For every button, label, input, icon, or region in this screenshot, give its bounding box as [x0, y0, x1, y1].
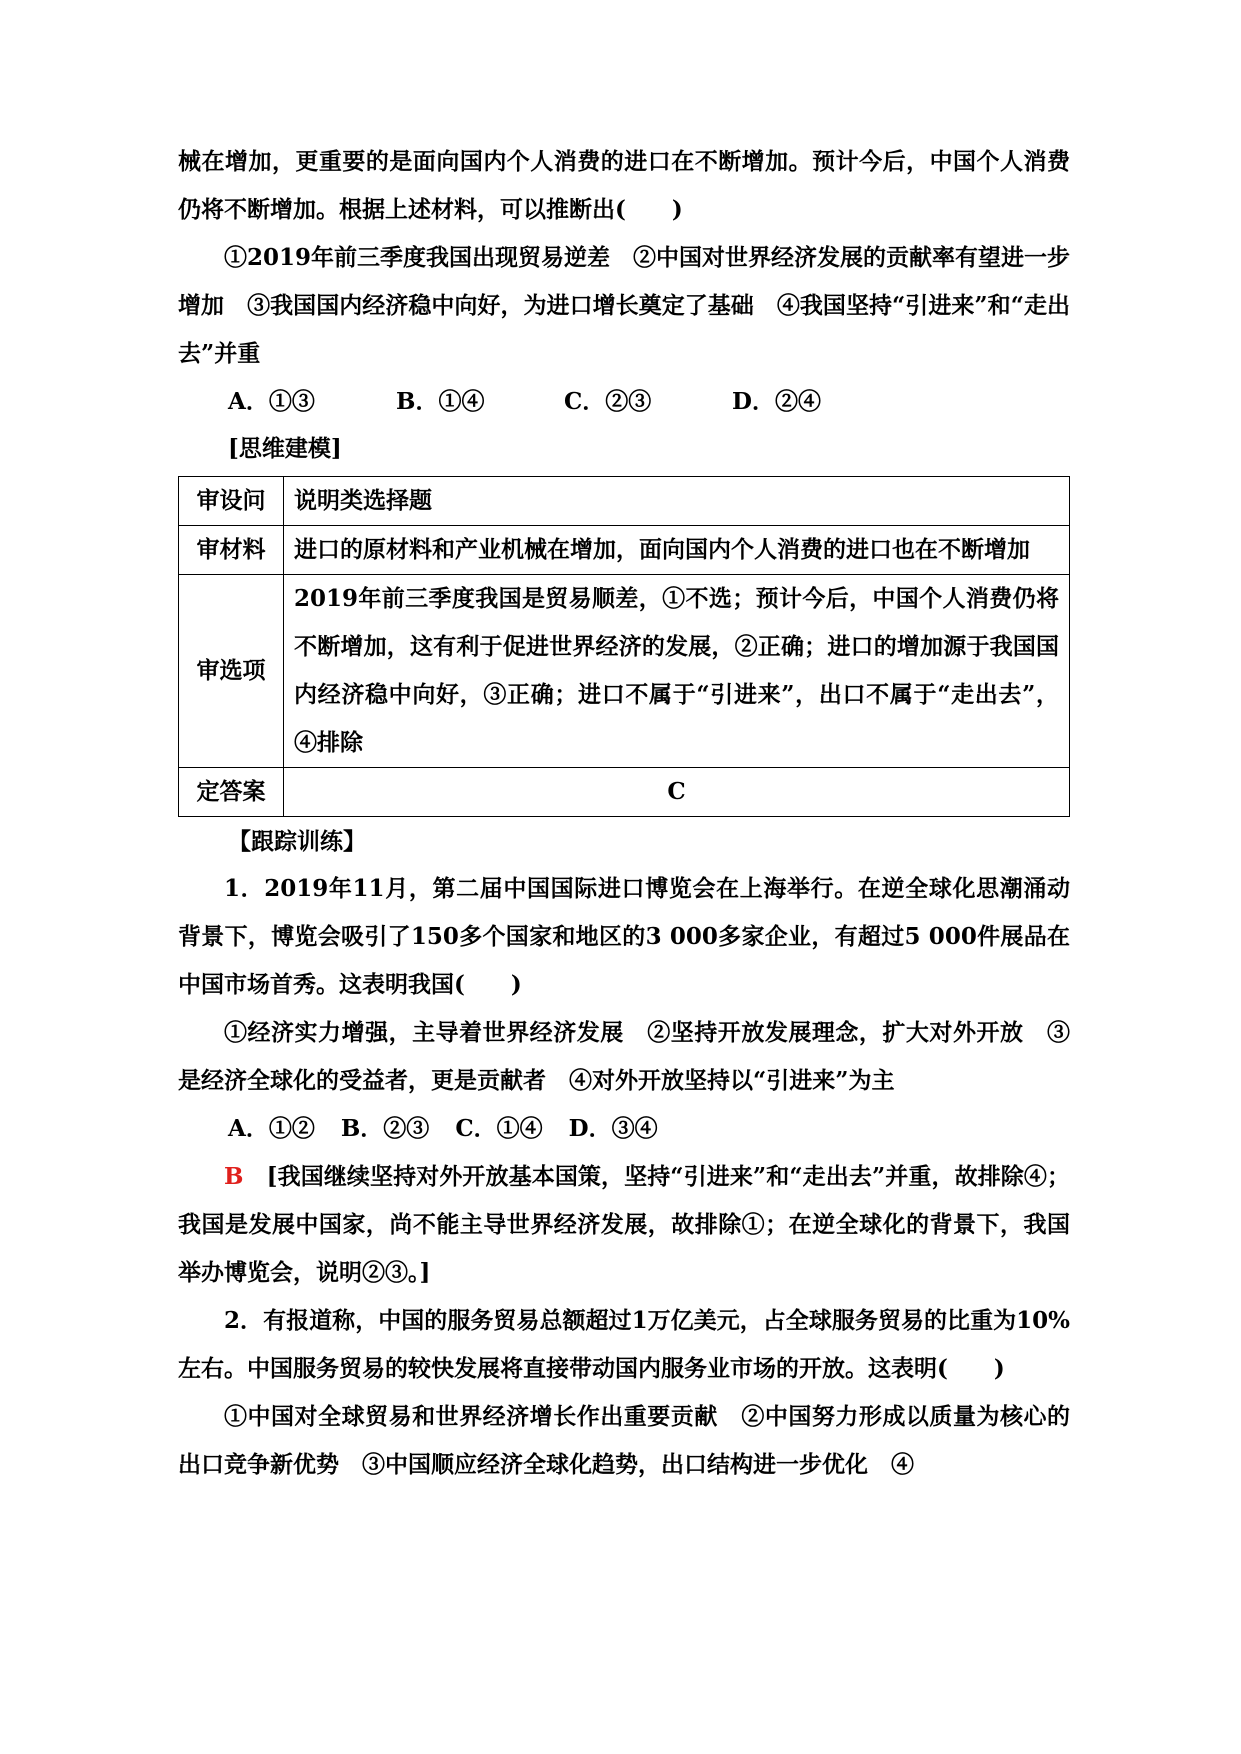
row-value: 进口的原材料和产业机械在增加，面向国内个人消费的进口也在不断增加	[284, 526, 1070, 575]
table-row	[179, 575, 1070, 768]
q1-option-b: B．②③	[340, 1115, 430, 1142]
q2-stem: 2．有报道称，中国的服务贸易总额超过1万亿美元，占全球服务贸易的比重为10%左右。中国服务贸易的较快发展将直接带动国内服务业市场的开放。这表明( )	[178, 1307, 1070, 1382]
table-row	[179, 768, 1070, 817]
q2-statements: ①中国对全球贸易和世界经济增长作出重要贡献 ②中国努力形成以质量为核心的出口竞争新优势 ③中国顺应经济全球化趋势，出口结构进一步优化 ④	[178, 1403, 1070, 1478]
q1-statements: ①经济实力增强，主导着世界经济发展 ②坚持开放发展理念，扩大对外开放 ③是经济全球化的受益者，更是贡献者 ④对外开放坚持以“引进来”为主	[178, 1019, 1070, 1094]
q1-answer-letter: B	[224, 1163, 244, 1190]
q1-stem: 1．2019年11月，第二届中国国际进口博览会在上海举行。在逆全球化思潮涌动背景下，博览会吸引了150多个国家和地区的3 000多家企业，有超过5 000件展品在中国市场首秀。这表明我国( )	[178, 875, 1070, 998]
q0-options	[178, 378, 1070, 426]
q1-option-c: C．①④	[455, 1115, 543, 1142]
intro-paragraph: 械在增加，更重要的是面向国内个人消费的进口在不断增加。预计今后，中国个人消费仍将不断增加。根据上述材料，可以推断出( )	[178, 148, 1070, 223]
q1-option-d: D．③④	[568, 1115, 658, 1142]
q1-explanation: [我国继续坚持对外开放基本国策，坚持“引进来”和“走出去”并重，故排除④；我国是发展中国家，尚不能主导世界经济发展，故排除①；在逆全球化的背景下，我国举办博览会，说明②③。]	[178, 1163, 1070, 1286]
row-key: 审设问	[179, 477, 284, 526]
model-heading: [思维建模]	[228, 435, 342, 462]
q1-options	[178, 1105, 1070, 1153]
q0-statements: ①2019年前三季度我国出现贸易逆差 ②中国对世界经济发展的贡献率有望进一步增加 ③我国国内经济稳中向好，为进口增长奠定了基础 ④我国坚持“引进来”和“走出去”并重	[178, 244, 1071, 367]
row-value: 说明类选择题	[284, 477, 1070, 526]
q1-option-a: A．①②	[228, 1115, 315, 1142]
q1-answer	[178, 1153, 1070, 1297]
q0-option-b: B．①④	[396, 388, 485, 415]
q0-option-a: A．①③	[228, 388, 315, 415]
q0-option-d: D．②④	[732, 388, 821, 415]
row-key: 审选项	[179, 575, 284, 768]
table-row	[179, 477, 1070, 526]
row-value-answer: C	[284, 768, 1070, 817]
q0-option-c: C．②③	[564, 388, 652, 415]
thinking-model-table	[178, 476, 1070, 817]
row-key: 定答案	[179, 768, 284, 817]
training-heading: 【跟踪训练】	[228, 828, 366, 855]
table-row	[179, 526, 1070, 575]
row-key: 审材料	[179, 526, 284, 575]
document-page	[178, 138, 1070, 1489]
row-value: 2019年前三季度我国是贸易顺差，①不选；预计今后，中国个人消费仍将不断增加，这有利于促进世界经济的发展，②正确；进口的增加源于我国国内经济稳中向好，③正确；进口不属于“引进来”，出口不属于“走出去”，④排除	[284, 575, 1070, 768]
